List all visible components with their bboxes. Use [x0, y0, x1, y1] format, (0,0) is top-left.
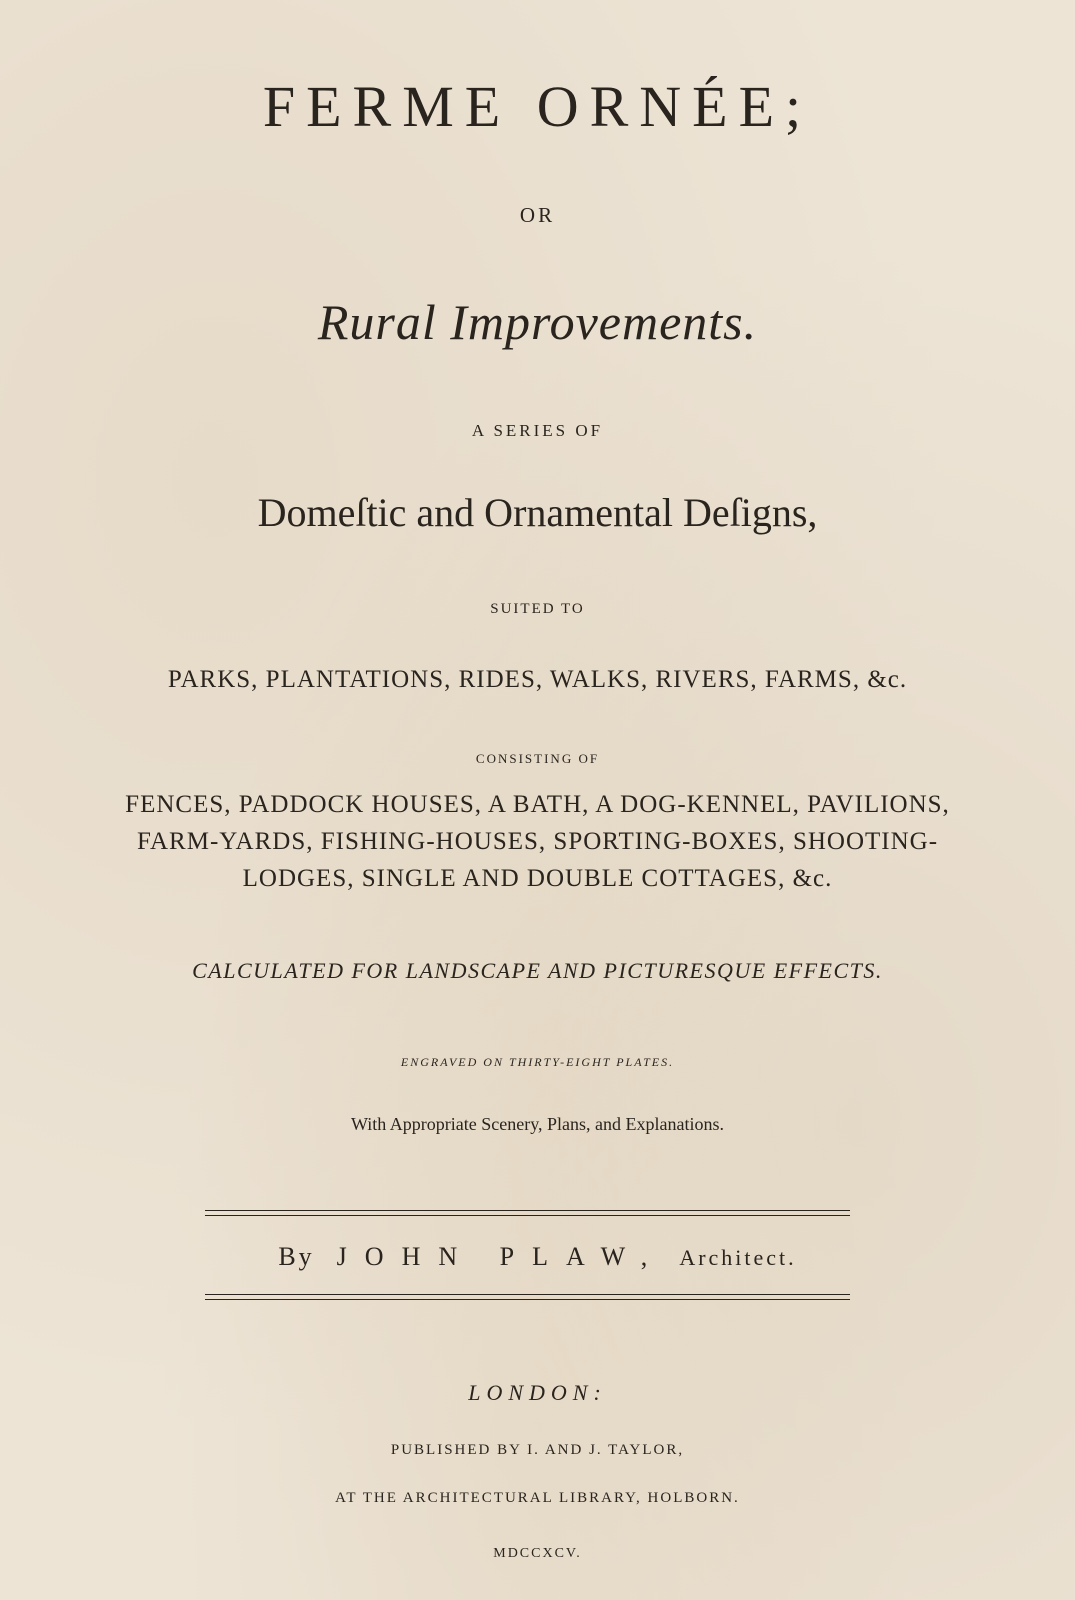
imprint-city: LONDON: [468, 1380, 607, 1405]
bottom-rule-1 [205, 1294, 850, 1295]
appropriate-line: With Appropriate Scenery, Plans, and Explanations. [350, 1114, 725, 1134]
contents-line-3: LODGES, SINGLE AND DOUBLE COTTAGES, &c. [242, 865, 833, 892]
bottom-rule-2 [205, 1299, 850, 1300]
imprint-publisher: PUBLISHED BY I. AND J. TAYLOR, [390, 1442, 685, 1458]
imprint-date: MDCCXCV. [493, 1546, 582, 1561]
series-label: A SERIES OF [471, 421, 604, 440]
book-subtitle: Rural Improvements. [317, 294, 758, 350]
top-rule-2 [205, 1215, 850, 1216]
book-title: FERME ORNÉE; [262, 74, 813, 139]
suited-label: SUITED TO [490, 601, 585, 617]
contents-line-2: FARM-YARDS, FISHING-HOUSES, SPORTING-BOXES, SHOOTING- [136, 828, 939, 855]
author-name: JOHN PLAW, [336, 1242, 666, 1271]
calculated-line: CALCULATED FOR LANDSCAPE AND PICTURESQUE EFFECTS. [192, 958, 883, 983]
author-line [0, 1244, 1075, 1270]
author-by: By [278, 1242, 315, 1271]
engraved-line: ENGRAVED ON THIRTY-EIGHT PLATES. [400, 1055, 675, 1069]
top-rule-1 [205, 1210, 850, 1211]
consisting-label: CONSISTING OF [475, 751, 600, 766]
contents-line-1: FENCES, PADDOCK HOUSES, A BATH, A DOG-KENNEL, PAVILIONS, [125, 791, 950, 818]
imprint-library: AT THE ARCHITECTURAL LIBRARY, HOLBORN. [335, 1490, 740, 1506]
author-role: Architect. [679, 1245, 797, 1270]
locations-line: PARKS, PLANTATIONS, RIDES, WALKS, RIVERS, FARMS, &c. [167, 666, 908, 693]
designs-heading: Domeſtic and Ornamental Deſigns, [257, 490, 818, 535]
title-conjunction: OR [519, 203, 556, 227]
